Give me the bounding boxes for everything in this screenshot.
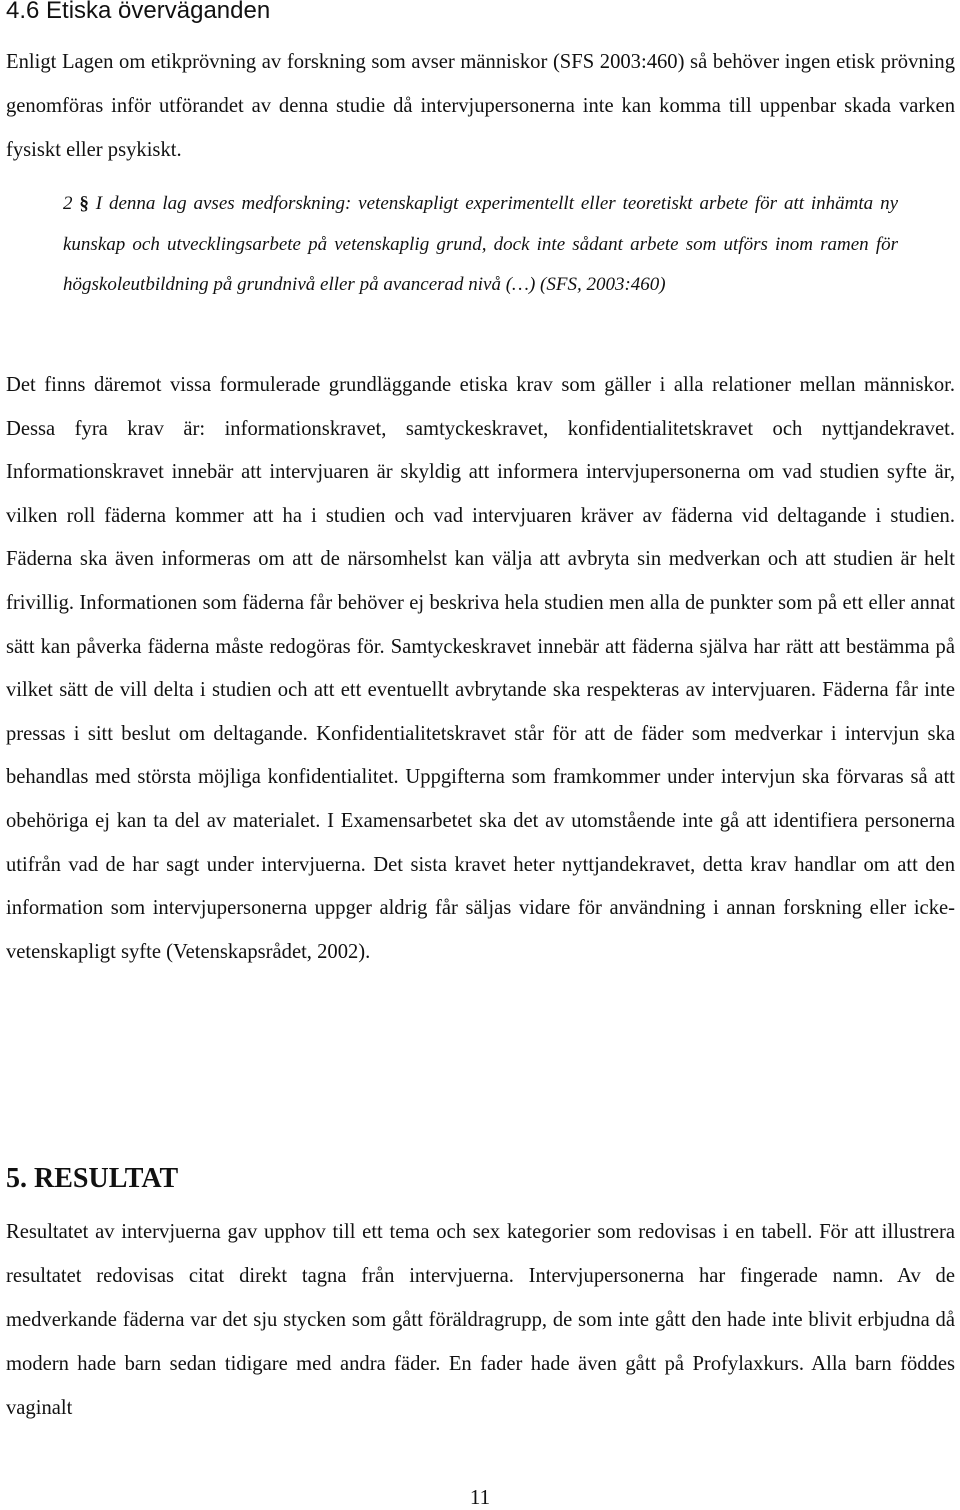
results-paragraph: Resultatet av intervjuerna gav upphov till ett tema och sex kategorier som redovisas i en tabell. För att illustrera resultatet redovisas citat direkt tagna från intervjuerna. Intervjupersonerna har fingerade namn. Av de medverkande fäderna var det sju stycken som gått föräldragrupp, de som inte gått den hade inte blivit erbjudna då modern hade barn sedan tidigare med andra fäder. En fader hade även gått på Profylaxkurs. Alla barn föddes vaginalt xyxy=(6,1221,955,1419)
section-heading-ethics: 4.6 Etiska överväganden xyxy=(6,0,271,24)
page-number: 11 xyxy=(469,1485,491,1509)
ethics-intro-paragraph: Enligt Lagen om etikprövning av forskning som avser människor (SFS 2003:460) så behöver ingen etisk prövning genomföras inför utförandet av denna studie då intervjupersonerna inte kan komma till uppenbar skada varken fysiskt eller psykiskt. xyxy=(6,51,955,161)
ethics-requirements-paragraph: Det finns däremot vissa formulerade grundläggande etiska krav som gäller i alla relationer mellan människor. Dessa fyra krav är: informationskravet, samtyckeskravet, konfidentialitetskravet och nyttjandekravet. Informationskravet innebär att intervjuaren är skyldig att informera intervjupersonerna om vad studien syfte är, vilken roll fäderna kommer att ha i studien och vad intervjuaren kräver av fäderna vid deltagande i studien. Fäderna ska även informeras om att de närsomhelst kan välja att avbryta sin medverkan och att studien är helt frivillig. Informationen som fäderna får behöver ej beskriva hela studien men alla de punkter som på ett eller annat sätt kan påverka fäderna måste redogöras för. Samtyckeskravet innebär att fäderna själva har rätt att bestämma på vilket sätt de vill delta i studien och att ett eventuellt avbrytande ska respekteras av intervjuaren. Fäderna får inte pressas i sitt beslut om deltagande. Konfidentialitetskravet står för att de fäder som medverkar i intervjun ska behandlas med största möjliga konfidentialitet. Uppgifterna som framkommer under intervjun ska förvaras så att obehöriga ej kan ta del av materialet. I Examensarbetet ska det av utomstående inte gå att identifiera personerna utifrån vad de har sagt under intervjuerna. Det sista kravet heter nyttjandekravet, detta krav handlar om att den information som intervjupersonerna uppger aldrig får säljas vidare för användning i annan forskning eller icke-vetenskapligt syfte (Vetenskapsrådet, 2002). xyxy=(6,374,955,963)
section-heading-results: 5. RESULTAT xyxy=(6,1163,179,1194)
quote-number: 2 xyxy=(63,193,73,214)
paragraph-sign-icon: § xyxy=(79,193,89,214)
law-quote xyxy=(63,184,898,306)
quote-text: I denna lag avses medforskning: vetenskapligt experimentellt eller teoretiskt arbete för att inhämta ny kunskap och utvecklingsarbete på vetenskaplig grund, dock inte sådant arbete som utförs inom ramen för högskoleutbildning på grundnivå eller på avancerad nivå (…) (SFS, 2003:460) xyxy=(63,193,898,295)
